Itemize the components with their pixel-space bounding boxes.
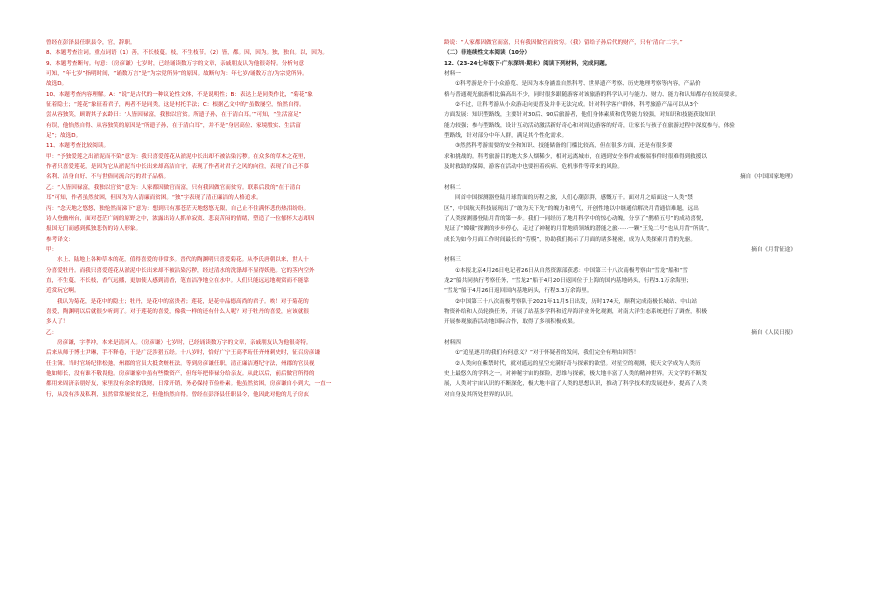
right-column-line: ②不过，让科考游从小众游走向更普及并非无法完成。针对科学客户群体，科考旅游产品可以从3个	[455, 102, 699, 109]
left-column	[46, 38, 434, 400]
left-column-line: 耳”可知，作者虽然贫困，但因为为人清廉而贫困。“独”字表现了清正廉洁的人格追求。	[46, 195, 262, 202]
left-column-line: 甲：“予独爱莲之出淤泥而不染”意为：我只喜爱莲花从淤泥中长出却不被沾染污秽。在众多的草木之花里，	[46, 153, 310, 160]
left-column-line: 曾经在彭泽县任职县令，官，辞职。	[46, 40, 136, 46]
right-column-line: 12.（23-24七年级下·广东深圳·期末）阅读下列材料，完成问题。	[444, 60, 611, 67]
left-column-line: 近赏玩它啊。	[46, 288, 80, 295]
right-column-line: 及时救助的保障，游客在活动中也要担着疾病、危机事件等带来的风险。	[444, 164, 624, 171]
right-column-line: 龙2”船共同执行考察任务，“雪龙2”船于4月20日返回位于上海的国内基地码头，行程3.1万余海里；	[444, 277, 692, 284]
right-column-line: 回首中国探测器登陆月球背面的历程之旅，人们心潮彭湃，感慨万千。面对月之暗面这一人类“禁	[455, 195, 693, 202]
left-column-line: 诗人登幽州台，面对苍茫广阔的原野之中，浓露出诗人抓单寂寞、悲哀苦闷的情绪，塑造了一位郁怀大志却因	[46, 215, 315, 222]
right-column-line: 型路线，针对部分中年人群，满足其个性化需求。	[444, 133, 568, 140]
left-column-line: 乙：	[46, 329, 58, 336]
left-column-line: 征着隐士；“莲花”象征着君子，两者不是同类，这是衬托手法；C：根据乙文中的“虽数屡空，怡然自得。	[46, 102, 305, 109]
right-column-line: ③然然科考游需要的安全和知识、技能储备的门槛比较高，但在很多方面，还是有很多要	[455, 143, 673, 150]
left-column-line: 11、本题考查比较阅读。	[46, 143, 110, 150]
left-column-line: 水上、陆地上各种草本的花，值得喜爱的非常多。晋代的陶渊明只喜爱菊花。从李氏唐朝以来，世人十	[57, 257, 309, 264]
left-column-line: 名利、洁身自好、不与世俗同流合污的君子品格。	[46, 174, 170, 181]
left-column-line: 报国无门而感到孤独悲伤的诗人形象。	[46, 226, 142, 233]
right-column-line: 物资补给和人员轮换任务，开展了站基多学科和近岸海洋业务化观测，对南大洋生态系统进行了调查，积极	[444, 308, 707, 315]
left-column-line: 喜爱，陶渊明以后就很少听到了。对于莲花的喜爱，像我一样的还有什么人呢？对于牡丹的喜爱，应该就很	[46, 308, 309, 315]
left-column-line: 可知，“年七岁”指明时间，“诵数万言”是“为宗党所异”的原因。故断句为：年七岁/诵数万言/为宗党所异。	[46, 71, 308, 78]
left-column-line: 后来从师于博士尹琳，手不释卷，于是广泛涉猎五经。十八岁时，恰好广宁王高孝珩任齐州刺史时，征召房彦谦	[46, 350, 321, 357]
right-column-line: 对自身及其所处世界的认识。	[444, 391, 517, 398]
right-column-line: 材料二	[444, 184, 461, 191]
left-column-line: 分喜爱牡丹。而我只喜爱莲花从淤泥中长出来却不被沾染污秽，经过清水的洗涤却不显得妖艳。它的茎内空外	[46, 267, 315, 274]
right-column-line: ②中国第三十八次南极考察队于2021年11月5日出发，历时174天，顺利完成南极长城站、中山站	[455, 298, 697, 305]
right-column-line: 摘自《月背征途》	[751, 246, 796, 253]
left-column-line: 都用来周济亲朋好友，家里没有余余的钱财，日常开销，务必保持节俭朴素。他虽然贫困，房彦谦自小到大，一直一	[46, 381, 332, 388]
left-column-line: 有误，他怡然自得、从容独笑的原因是“所遗子孙，在于清白耳”，并不是“身居高位、家境殷实、生活富	[46, 122, 301, 129]
right-column-line: 展，人类对宇宙认识的不断深化，极大地丰富了人类的思想认识，推动了科学技术的发展进步，提高了人类	[444, 381, 707, 388]
right-column-line: 区”，中国航天科技展现出了“敢为天下先”的魄力和勇气，开创性地以中继通信解决月背通信难题，远出	[444, 205, 699, 212]
right-column-line: ①科考游是介于小众游览、是因为本身涵盖自然科考、世界遗产考察、历史地理考察等内容，产品价	[455, 81, 701, 88]
left-column-line: 足”；故选D。	[46, 133, 82, 140]
right-column-line: 龄说：“人家都因做官而富，只有我因做官而贫穷。（我）留给子孙后代的财产，只有‘清白’二字。”	[444, 40, 683, 46]
right-column-line: 摘自《人民日报》	[751, 329, 796, 336]
left-column-line: 行，从没有涉及私利，虽然常常屡贫贫乏，但他怡然自得。曾经在彭泽县任职县令，他因此对他的儿子房玄	[46, 391, 309, 398]
right-column-line: 开展参观旅游活动地国际合作，取得了多项积极成果。	[444, 319, 579, 326]
right-column-line: 成长为如今月面工作时间最长的“劳模”，协助我们揭示了月面的诸多秘密，成为人类探索月背的先驱。	[444, 236, 696, 243]
left-column-line: 直，不生蔓，不长枝，香气远播，更加使人感到清香，笔直洁净地立在水中。人们只能远远地观赏而不能靠	[46, 277, 309, 284]
right-column-line: ①本报北京4月26日电记者26日从自然资源部获悉：中国第三十八次南极考察由“雪龙”船和“雪	[455, 267, 688, 274]
left-column-line: 任主簿。当时官场纪律松弛，州郡的官员大抵贪赃枉法。等到房彦谦任职，清正廉洁遵纪守法，州郡的官员视	[46, 360, 315, 367]
left-column-line: 8、本题考查注词。重点词语（1）善，不长枝蔓。枝，不生枝节。（2）皆，都。因，因为。独，独自。以，因为。	[46, 50, 328, 57]
right-column-line: 方面发展：知识型路线，主要针对30后、90后旅游者，他们身体素质和优势能力较强，对知识和技能获取知识	[444, 112, 716, 119]
right-column-line: 材料一	[444, 71, 461, 78]
right-column-line: 摘自《中国国家地理》	[740, 174, 796, 181]
right-column-line: 能力较强；参与型路线，设计互动活动激活新好奇心和对周边游客的好奇，让家长与孩子在旅游过程中深度参与，体验	[444, 122, 735, 129]
left-column-line: 我认为菊花，是花中的隐士；牡丹，是花中的富贵者；莲花，是花中品德高尚的君子。唉！对于菊花的	[57, 298, 309, 305]
right-column-line: 求和挑战的。科考旅游目的地大多人烟稀少，相对远离城市，在遇到安全事件或极端事件时很难得到救援以	[444, 153, 707, 160]
left-column-line: 参考译文：	[46, 236, 74, 243]
left-column-line: 他如师长，没有谁不敬畏他。房彦谦家中虽有些微资产，但每年把俸禄分给亲友。从此以后，前后做官所得的	[46, 371, 315, 377]
right-column	[444, 38, 832, 400]
left-column-line: 尝从容独笑，顾谓其子玄龄曰：‘人皆因禄富，我独以官贫。所遗子孙，在于清白耳。’”可知，“生活富足”	[46, 112, 302, 119]
right-column-line: “雪龙”船于4月26日返回国内基地码头，行程3.3万余海里。	[444, 288, 593, 295]
right-column-line: ②人类向在紫禁时代，就对遥远的星空充满好奇与探索的欲望。对星空的观测，使天文学成为人类历	[455, 360, 701, 367]
left-column-line: 10、本题考查内容理解。A：“说”是古代的一种议论性文体，不是说明性；B：表达上是同类作比，“菊花”象	[46, 91, 313, 98]
left-column-line: 作者只喜爱莲花，是因为它从淤泥当中长出来却高洁自守，表现了作者对君子之风的向往，表现了自己不慕	[46, 164, 309, 171]
right-column-line: 了人类探测器登陆月背的第一步。我们一同经历了地月科学中的惊心动魄，分享了“鹊桥五号”的成功喜悦，	[444, 215, 708, 222]
right-column-line: 见证了“嫦娥”探测的步步停心，走过了神秘的月背地质领域的潜能之旅······一颗“王兔二号”也从月背“所畏”，	[444, 226, 713, 233]
left-column-line: 故选D。	[46, 81, 68, 88]
right-column-line: ①“追星逐月的我们有何意义？”对于怀疑者的发问，我们完全有理由回答！	[455, 350, 640, 357]
left-column-line: 9、本题考查断句。句意：（房彦谦）七岁时，已经诵读数万字的文章，亲戚朋友认为他很奇特。分析句意	[46, 60, 305, 67]
left-column-line: 乙：“人皆因禄富，我独以官贫”意为：人家都因做官而富，只有我因做官而贫穷。联系后段的“在于清白	[46, 184, 301, 191]
left-column-line: 多人了！	[46, 319, 69, 326]
right-column-line: 材料三	[444, 257, 461, 264]
left-column-line: 房彦谦，字孝冲，本来是清河人。（房彦谦）七岁时，已经诵读数万字的文章，亲戚朋友认为他很奇特。	[57, 339, 312, 346]
right-column-line: （二）非连续性文本阅读（10分）	[444, 50, 531, 57]
left-column-line: 甲：	[46, 246, 58, 253]
right-column-line: 格与普通观光旅游相比偏高出不少，同时很多跟随游客对该旅游的科学认可与能力、财力、能力和认知都存在较高要求。	[444, 91, 741, 98]
left-column-line: 丙：“念天地之悠悠，独怆然而涕下”意为：想到只有那苍茫天地悠悠无限，自己止不住满怀悲伤热泪纷纷。	[46, 205, 310, 212]
right-column-line: 史上最悠久的学科之一。对神秘宇宙的探险，思维与探索，极大地丰富了人类的精神世界。天文学的不断发	[444, 371, 707, 377]
right-column-line: 材料四	[444, 339, 461, 346]
